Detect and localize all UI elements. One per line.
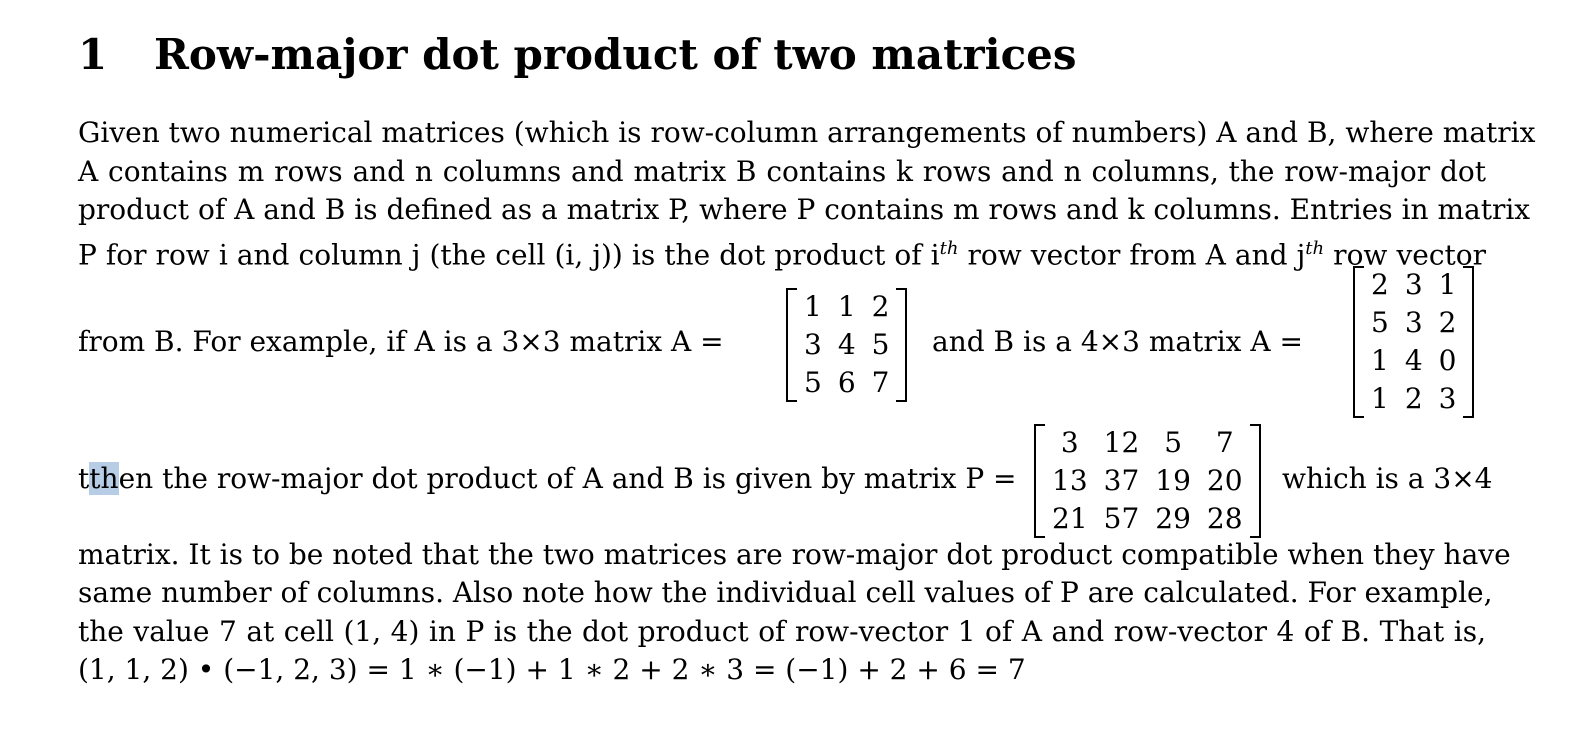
- matrix-cell: 6: [837, 366, 856, 399]
- matrix-p-right-bracket: [1250, 424, 1261, 538]
- para1-line-2: A contains m rows and n columns and matrix B contains k rows and n columns, the row-major dot: [78, 155, 1486, 188]
- para1-line-4-b: row vector from A and j: [958, 238, 1306, 272]
- matrix-cell: 2: [871, 290, 890, 323]
- matrix-cell: 19: [1155, 464, 1191, 497]
- matrix-a-right-bracket: [896, 288, 907, 402]
- matrix-cell: 1: [837, 290, 856, 323]
- matrix-p-table: [1044, 424, 1251, 538]
- matrix-row: [1044, 500, 1251, 538]
- matrix-p: [1034, 424, 1261, 538]
- para2-line-2: same number of columns. Also note how the individual cell values of P are calculated. For example,: [78, 576, 1493, 609]
- matrix-cell: 28: [1206, 502, 1243, 535]
- matrix-cell: 3: [1438, 382, 1457, 415]
- matrix-cell: 4: [1404, 344, 1423, 377]
- matrix-a: [786, 288, 907, 402]
- matrix-p-left-bracket: [1034, 424, 1045, 538]
- matrix-b-right-bracket: [1463, 266, 1474, 418]
- para1-line-3: product of A and B is defined as a matrix P, where P contains m rows and k columns. Entries in matrix: [78, 193, 1531, 226]
- matrix-row: [796, 364, 897, 402]
- matrix-cell: 3: [1060, 426, 1079, 459]
- matrix-cell: 20: [1206, 464, 1243, 497]
- result-line: [78, 462, 1493, 500]
- matrix-a-left-bracket: [786, 288, 797, 402]
- matrix-b: [1353, 266, 1474, 418]
- section-number: 1: [78, 30, 108, 79]
- matrix-row: [1044, 462, 1251, 500]
- example-pre-text: from B. For example, if A is a 3×3 matrix A =: [78, 325, 724, 358]
- matrix-cell: 1: [1371, 344, 1389, 377]
- para1-line-4-c: row vector: [1324, 238, 1487, 272]
- matrix-cell: 1: [1371, 382, 1389, 415]
- matrix-cell: 57: [1103, 502, 1140, 535]
- matrix-row: [1363, 304, 1464, 342]
- matrix-cell: 13: [1052, 464, 1088, 497]
- matrix-row: [1363, 342, 1464, 380]
- matrix-cell: 7: [1215, 426, 1234, 459]
- matrix-cell: 37: [1103, 464, 1140, 497]
- matrix-a-table: [796, 288, 897, 402]
- section-heading: [78, 30, 1077, 79]
- para2-line-1: matrix. It is to be noted that the two matrices are row-major dot product compatible when they have: [78, 538, 1511, 571]
- matrix-row: [1044, 424, 1251, 462]
- matrix-b-left-bracket: [1353, 266, 1364, 418]
- para1-line-1: Given two numerical matrices (which is row-column arrangements of numbers) A and B, where matrix: [78, 116, 1536, 149]
- matrix-cell: 5: [1164, 426, 1183, 459]
- matrix-b-table: [1363, 266, 1464, 418]
- matrix-cell: 21: [1052, 502, 1088, 535]
- result-post-text: which is a 3×4: [1282, 462, 1493, 495]
- matrix-cell: 1: [804, 290, 822, 323]
- example-line: [78, 325, 1486, 363]
- matrix-cell: 7: [871, 366, 890, 399]
- matrix-cell: 3: [1404, 268, 1423, 301]
- matrix-cell: 29: [1155, 502, 1191, 535]
- matrix-row: [1363, 380, 1464, 418]
- matrix-cell: 4: [837, 328, 856, 361]
- matrix-row: [796, 326, 897, 364]
- example-mid-text: and B is a 4×3 matrix A =: [932, 325, 1303, 358]
- matrix-cell: 1: [1438, 268, 1457, 301]
- para1-line-4-a: P for row i and column j (the cell (i, j)) is the dot product of i: [78, 238, 940, 272]
- matrix-cell: 2: [1371, 268, 1389, 301]
- superscript-th-1: th: [939, 238, 959, 259]
- para1-line-4: [78, 230, 1486, 274]
- superscript-th-2: th: [1305, 238, 1325, 259]
- matrix-cell: 2: [1438, 306, 1457, 339]
- result-pre-text: [78, 462, 1017, 495]
- matrix-cell: 5: [804, 366, 822, 399]
- matrix-cell: 5: [1371, 306, 1389, 339]
- section-title: Row-major dot product of two matrices: [154, 30, 1077, 79]
- matrix-row: [796, 288, 897, 326]
- result-pre-first: t: [78, 462, 90, 495]
- para2-line-3: the value 7 at cell (1, 4) in P is the dot product of row-vector 1 of A and row-vector 4 of B. That is,: [78, 615, 1486, 648]
- para2-line-4-equation: (1, 1, 2) • (−1, 2, 3) = 1 ∗ (−1) + 1 ∗ 2 + 2 ∗ 3 = (−1) + 2 + 6 = 7: [78, 653, 1026, 686]
- matrix-cell: 2: [1404, 382, 1423, 415]
- text-selection-highlight[interactable]: th: [89, 462, 119, 495]
- matrix-cell: 3: [804, 328, 822, 361]
- matrix-cell: 0: [1438, 344, 1457, 377]
- result-pre-rest: en the row-major dot product of A and B is given by matrix P =: [118, 462, 1017, 495]
- matrix-row: [1363, 266, 1464, 304]
- matrix-cell: 5: [871, 328, 890, 361]
- matrix-cell: 3: [1404, 306, 1423, 339]
- matrix-cell: 12: [1103, 426, 1140, 459]
